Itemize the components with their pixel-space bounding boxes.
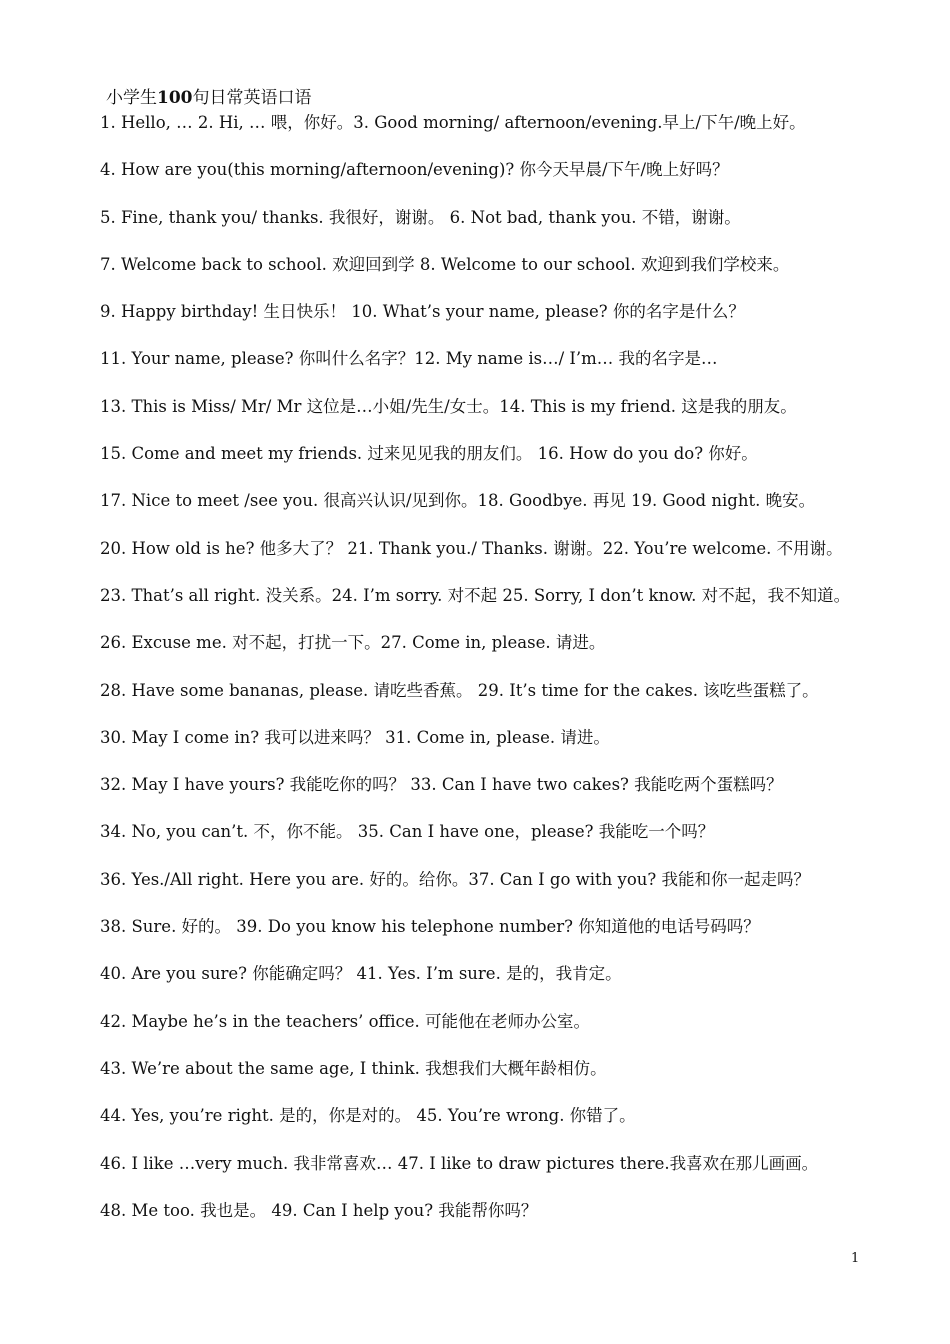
phrase-line: 30. May I come in? 我可以进来吗？ 31. Come in, please. 请进。 <box>100 727 610 747</box>
phrase-line: 26. Excuse me. 对不起，打扰一下。27. Come in, please. 请进。 <box>100 633 606 653</box>
phrase-line: 23. That’s all right. 没关系。24. I’m sorry. 对不起 25. Sorry, I don’t know. 对不起，我不知道。 <box>100 585 851 605</box>
document-title <box>106 86 312 110</box>
page-number: 1 <box>851 1251 860 1266</box>
phrase-line: 9. Happy birthday! 生日快乐！ 10. What’s your name, please? 你的名字是什么？ <box>100 302 745 322</box>
phrase-line: 4. How are you(this morning/afternoon/evening)? 你今天早晨/下午/晚上好吗？ <box>100 160 729 180</box>
phrase-line: 40. Are you sure? 你能确定吗？ 41. Yes. I’m sure. 是的，我肯定。 <box>100 964 622 984</box>
phrase-line: 17. Nice to meet /see you. 很高兴认识/见到你。18. Goodbye. 再见 19. Good night. 晚安。 <box>100 491 816 511</box>
phrase-line: 15. Come and meet my friends. 过来见见我的朋友们。 16. How do you do? 你好。 <box>100 444 758 464</box>
phrase-line: 44. Yes, you’re right. 是的，你是对的。 45. You’re wrong. 你错了。 <box>100 1106 636 1126</box>
phrase-line: 32. May I have yours? 我能吃你的吗？ 33. Can I have two cakes? 我能吃两个蛋糕吗？ <box>100 775 783 795</box>
title-suffix: 句日常英语口语 <box>192 88 312 108</box>
phrase-line: 28. Have some bananas, please. 请吃些香蕉。 29. It’s time for the cakes. 该吃些蛋糕了。 <box>100 680 819 700</box>
phrase-line: 7. Welcome back to school. 欢迎回到学 8. Welcome to our school. 欢迎到我们学校来。 <box>100 254 790 274</box>
phrase-list <box>100 111 890 1246</box>
title-prefix: 小学生 <box>106 88 157 108</box>
phrase-line: 43. We’re about the same age, I think. 我想我们大概年龄相仿。 <box>100 1058 607 1078</box>
phrase-line: 11. Your name, please? 你叫什么名字？12. My name is…/ I’m… 我的名字是… <box>100 349 718 369</box>
phrase-line: 13. This is Miss/ Mr/ Mr 这位是…小姐/先生/女士。14. This is my friend. 这是我的朋友。 <box>100 396 797 416</box>
phrase-line: 46. I like …very much. 我非常喜欢… 47. I like to draw pictures there.我喜欢在那儿画画。 <box>100 1153 819 1173</box>
phrase-line: 34. No, you can’t. 不，你不能。 35. Can I have one，please? 我能吃一个吗？ <box>100 822 715 842</box>
phrase-line: 38. Sure. 好的。 39. Do you know his telephone number? 你知道他的电话号码吗？ <box>100 917 760 937</box>
phrase-line: 1. Hello, … 2. Hi, … 喂，你好。3. Good morning/ afternoon/evening.早上/下午/晚上好。 <box>100 113 806 132</box>
phrase-line: 36. Yes./All right. Here you are. 好的。给你。37. Can I go with you? 我能和你一起走吗？ <box>100 869 811 889</box>
phrase-line: 20. How old is he? 他多大了？ 21. Thank you./ Thanks. 谢谢。22. You’re welcome. 不用谢。 <box>100 538 843 558</box>
title-number: 100 <box>157 88 193 108</box>
phrase-line: 5. Fine, thank you/ thanks. 我很好，谢谢。 6. Not bad, thank you. 不错，谢谢。 <box>100 207 741 227</box>
phrase-line: 42. Maybe he’s in the teachers’ office. 可能他在老师办公室。 <box>100 1011 591 1031</box>
phrase-line: 48. Me too. 我也是。 49. Can I help you? 我能帮你吗？ <box>100 1200 538 1220</box>
